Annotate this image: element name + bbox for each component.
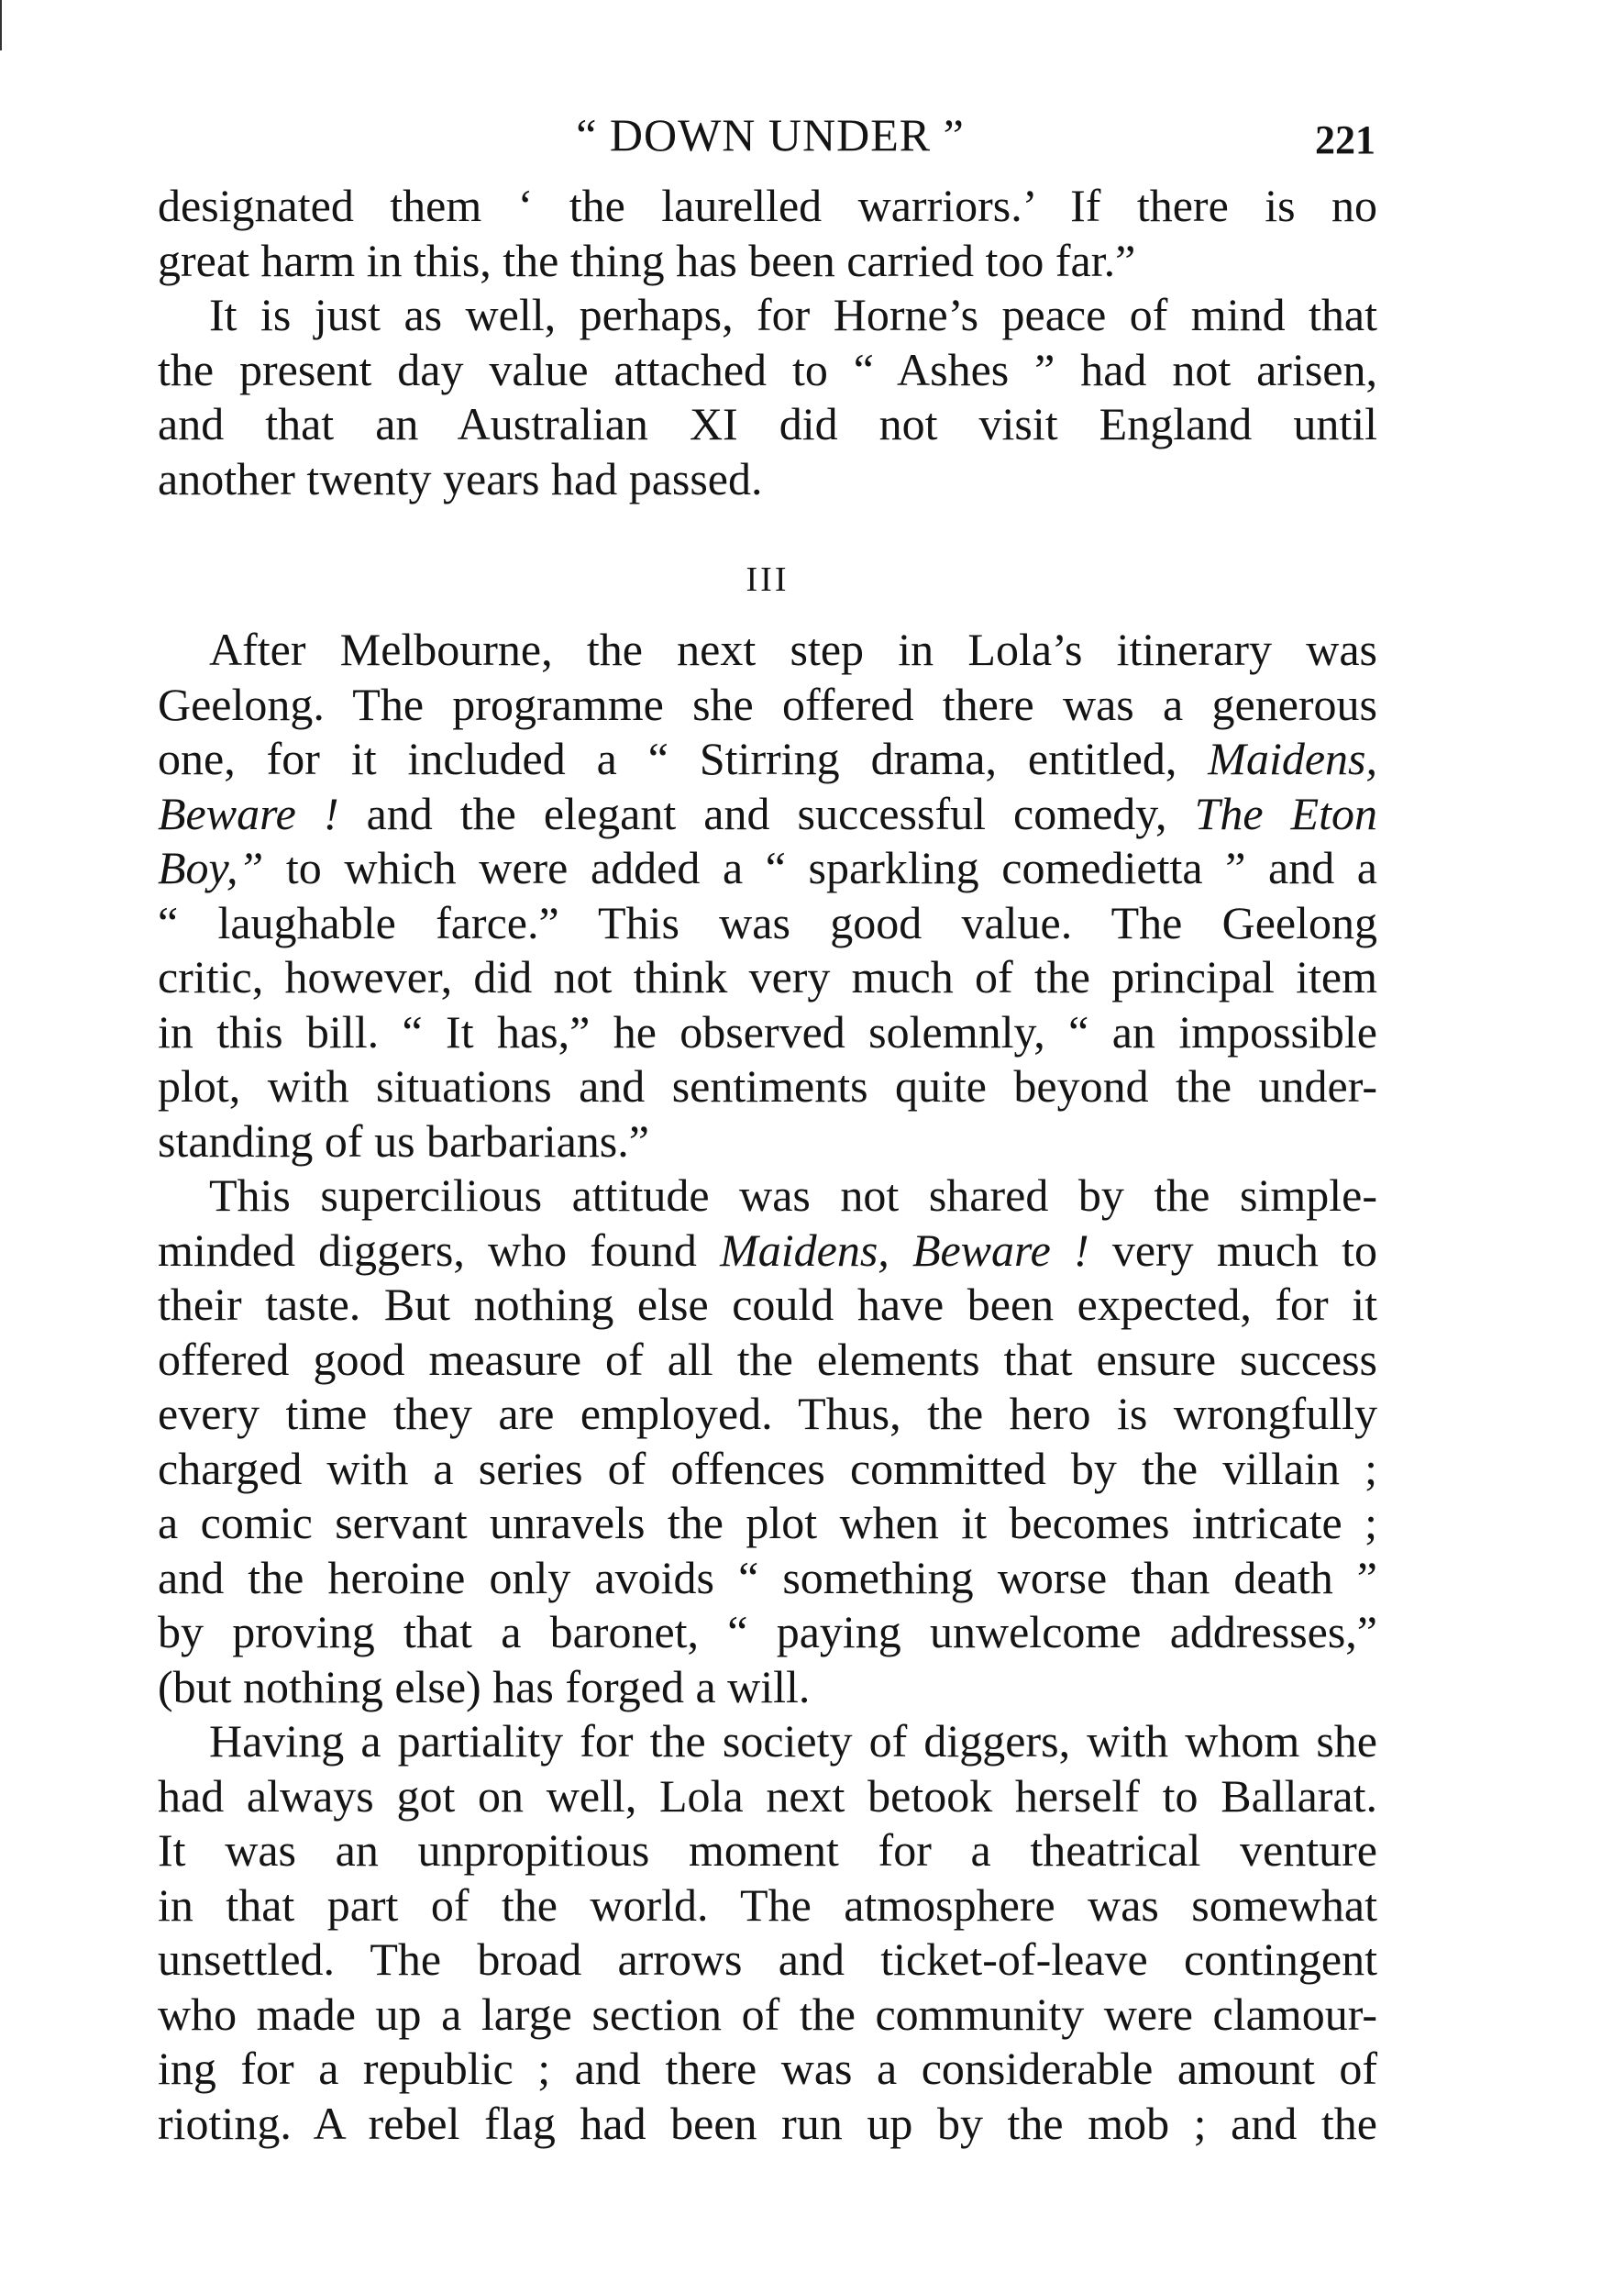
text-line: (but nothing else) has forged a will. (158, 1660, 811, 1712)
italic-title: Boy,” (158, 842, 264, 893)
text-line: minded diggers, who found Maidens, Beware ! very much to (158, 1224, 1377, 1276)
page-number: 221 (1315, 117, 1375, 162)
text-line: This supercilious attitude was not shared by the simple- (209, 1169, 1377, 1221)
text-line: It was an unpropitious moment for a theatrical venture (158, 1824, 1377, 1876)
text-line: critic, however, did not think very much of the principal item (158, 951, 1377, 1003)
text-line: ing for a republic ; and there was a considerable amount of (158, 2043, 1377, 2094)
paragraph (158, 179, 1377, 288)
body-text (158, 179, 1377, 2151)
text-line: and that an Australian XI did not visit England until (158, 398, 1377, 449)
text-line: Having a partiality for the society of diggers, with whom she (209, 1715, 1377, 1767)
text-line: every time they are employed. Thus, the hero is wrongfully (158, 1388, 1377, 1439)
text-line: a comic servant unravels the plot when it becomes intricate ; (158, 1497, 1377, 1548)
running-title: “ DOWN UNDER ” (576, 109, 965, 161)
paragraph (158, 1169, 1377, 1714)
italic-title: Maidens, Beware ! (720, 1224, 1089, 1276)
scan-edge-mark (0, 0, 2, 50)
paragraph (158, 623, 1377, 1169)
text-line: Beware ! and the elegant and successful comedy, The Eton (158, 787, 1378, 839)
text-line: by proving that a baronet, “ paying unwelcome addresses,” (158, 1606, 1377, 1657)
text-line: had always got on well, Lola next betook herself to Ballarat. (158, 1769, 1377, 1822)
text-line: charged with a series of offences committed by the villain ; (158, 1442, 1377, 1494)
text-line: who made up a large section of the community were clamour- (158, 1988, 1377, 2040)
text-line: After Melbourne, the next step in Lola’s itinerary was (209, 624, 1377, 675)
text-line: in this bill. “ It has,” he observed solemnly, “ an impossible (158, 1005, 1377, 1058)
italic-title: The Eton (1194, 787, 1378, 839)
italic-title: Maidens, (1208, 733, 1377, 784)
text-line: one, for it included a “ Stirring drama, entitled, Maidens, (158, 733, 1377, 784)
text-line: their taste. But nothing else could have been expected, for it (158, 1279, 1377, 1330)
text-line: offered good measure of all the elements that ensure success (158, 1333, 1377, 1385)
text-line: and the heroine only avoids “ something worse than death ” (158, 1551, 1377, 1603)
text-line: Geelong. The programme she offered there was a generous (158, 678, 1377, 730)
section-number: III (746, 560, 790, 599)
text-line: another twenty years had passed. (158, 452, 763, 504)
text-line: rioting. A rebel flag had been run up by the mob ; and the (158, 2097, 1377, 2149)
running-head (156, 103, 1385, 167)
text-line: “ laughable farce.” This was good value. The Geelong (158, 896, 1377, 948)
paragraph (158, 288, 1377, 506)
text-line: Boy,” to which were added a “ sparkling comedietta ” and a (158, 842, 1377, 893)
text-line: plot, with situations and sentiments quite beyond the under- (158, 1060, 1377, 1112)
paragraph (158, 1714, 1377, 2151)
text-line: unsettled. The broad arrows and ticket-of-leave contingent (158, 1933, 1377, 1985)
italic-title: Beware ! (158, 787, 339, 839)
text-line: great harm in this, the thing has been carried too far.” (158, 234, 1136, 286)
text-line: It is just as well, perhaps, for Horne’s peace of mind that (209, 289, 1377, 340)
text-line: standing of us barbarians.” (158, 1114, 649, 1167)
text-line: in that part of the world. The atmosphere was somewhat (158, 1878, 1377, 1931)
text-line: the present day value attached to “ Ashes ” had not arisen, (158, 343, 1377, 395)
text-line: designated them ‘ the laurelled warriors.’ If there is no (158, 180, 1377, 231)
